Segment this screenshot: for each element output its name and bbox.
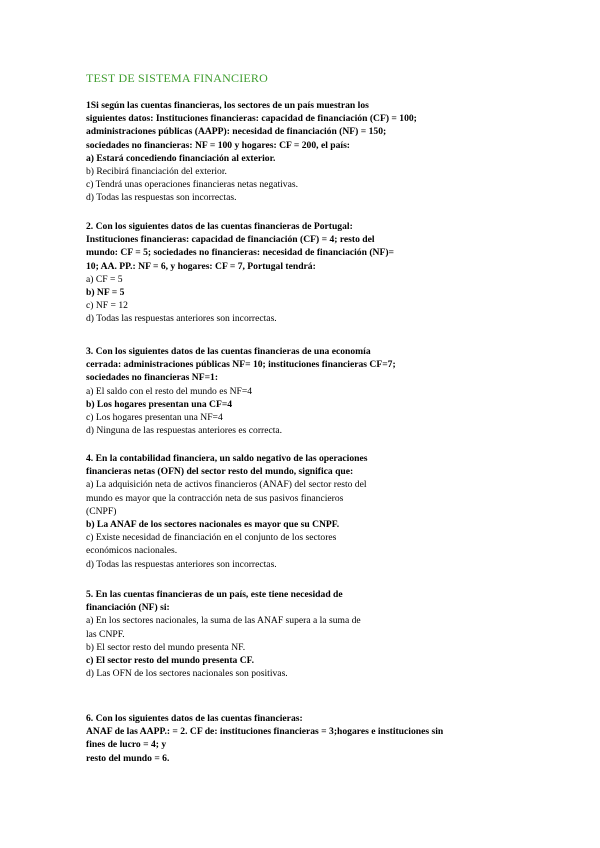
option-d: d) Todas las respuestas anteriores son incorrectas.: [86, 313, 277, 325]
option-d: d) Todas las respuestas anteriores son incorrectas.: [86, 558, 277, 570]
question-stem: 4. En la contabilidad financiera, un saldo negativo de las operaciones financieras netas (OFN) del sector resto del mundo, significa que:: [86, 453, 368, 478]
question-stem: 6. Con los siguientes datos de las cuentas financieras: ANAF de las AAPP.: = 2. CF de: instituciones financieras = 3;hogares e instituciones sin fines de lucro = 4; y resto del mundo = 6.: [86, 713, 444, 764]
option-b: b) La ANAF de los sectores nacionales es mayor que su CNPF.: [86, 519, 340, 531]
option-b: b) El sector resto del mundo presenta NF.: [86, 641, 246, 653]
option-c: c) Existe necesidad de financiación en el conjunto de los sectores económicos nacionales.: [86, 532, 337, 557]
option-d: d) Las OFN de los sectores nacionales son positivas.: [86, 668, 288, 680]
question-2: [86, 220, 516, 326]
option-c: c) Tendrá unas operaciones financieras netas negativas.: [86, 179, 298, 191]
option-a: a) El saldo con el resto del mundo es NF=4: [86, 385, 253, 397]
question-4: [86, 452, 516, 571]
option-b: b) NF = 5: [86, 287, 125, 299]
question-stem: 1Si según las cuentas financieras, los sectores de un país muestran los siguientes datos: Instituciones financieras: capacidad de financiación (CF) = 100; administraciones públicas (AAPP): necesidad de financiación (NF) = 150; sociedades no financieras: NF = 100 y hogares: CF = 200, el país:: [86, 100, 417, 151]
document-title: TEST DE SISTEMA FINANCIERO: [86, 71, 268, 85]
option-a: a) La adquisición neta de activos financieros (ANAF) del sector resto del mundo es mayor que la contracción neta de sus pasivos financieros (CNPF): [86, 479, 367, 517]
option-c: c) NF = 12: [86, 300, 128, 312]
option-a: a) Estará concediendo financiación al exterior.: [86, 152, 276, 164]
option-d: d) Todas las respuestas son incorrectas.: [86, 192, 237, 204]
question-stem: 3. Con los siguientes datos de las cuentas financieras de una economía cerrada: administraciones públicas NF= 10; instituciones financieras CF=7; sociedades no financieras NF=1:: [86, 346, 396, 384]
question-6: [86, 712, 526, 765]
option-b: b) Recibirá financiación del exterior.: [86, 166, 227, 178]
question-3: [86, 345, 516, 437]
option-a: a) CF = 5: [86, 273, 123, 285]
question-5: [86, 588, 516, 680]
option-b: b) Los hogares presentan una CF=4: [86, 398, 233, 410]
question-stem: 5. En las cuentas financieras de un país, este tiene necesidad de financiación (NF) si:: [86, 589, 343, 614]
option-c: c) Los hogares presentan una NF=4: [86, 412, 223, 424]
option-d: d) Ninguna de las respuestas anteriores es correcta.: [86, 425, 283, 437]
option-a: a) En los sectores nacionales, la suma de las ANAF supera a la suma de las CNPF.: [86, 615, 361, 640]
question-stem: 2. Con los siguientes datos de las cuentas financieras de Portugal: Instituciones financieras: capacidad de financiación (CF) = 4; resto del mundo: CF = 5; sociedades no financieras: necesidad de financiación (NF)= 10; AA. PP.: NF = 6, y hogares: CF = 7, Portugal tendrá:: [86, 221, 394, 272]
question-1: [86, 99, 516, 205]
option-c: c) El sector resto del mundo presenta CF.: [86, 655, 255, 667]
